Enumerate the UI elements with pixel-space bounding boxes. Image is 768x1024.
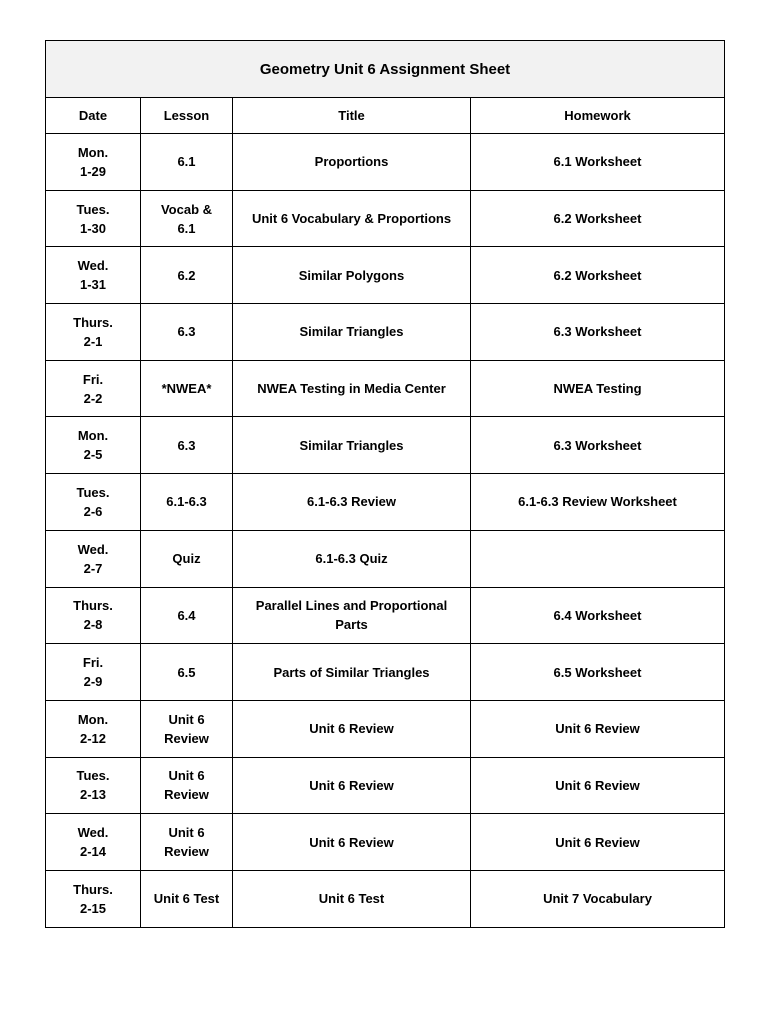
day-label: Thurs. — [73, 314, 113, 330]
date-label: 1-31 — [79, 277, 107, 293]
title-row — [46, 41, 725, 98]
column-header-date: Date — [46, 98, 141, 134]
table-row — [46, 700, 725, 757]
date-cell — [46, 587, 141, 644]
date-cell — [46, 190, 141, 247]
lesson-cell: 6.5 — [141, 644, 233, 701]
table-row — [46, 304, 725, 361]
table-row — [46, 247, 725, 304]
date-label: 2-2 — [83, 390, 103, 406]
date-label: 2-15 — [79, 900, 107, 916]
date-cell — [46, 644, 141, 701]
date-cell — [46, 530, 141, 587]
date-cell — [46, 360, 141, 417]
date-label: 2-13 — [79, 787, 107, 803]
lesson-cell: *NWEA* — [141, 360, 233, 417]
homework-cell: Unit 6 Review — [471, 757, 725, 814]
homework-cell: Unit 6 Review — [471, 814, 725, 871]
day-label: Tues. — [76, 484, 110, 500]
lesson-cell: 6.1-6.3 — [141, 474, 233, 531]
date-label: 2-8 — [83, 617, 103, 633]
homework-cell — [471, 530, 725, 587]
homework-cell: Unit 7 Vocabulary — [471, 870, 725, 927]
day-label: Fri. — [82, 655, 104, 671]
table-row — [46, 814, 725, 871]
date-cell — [46, 814, 141, 871]
day-label: Mon. — [77, 711, 109, 727]
homework-cell: 6.2 Worksheet — [471, 190, 725, 247]
date-label: 2-12 — [79, 730, 107, 746]
date-label: 1-30 — [79, 220, 107, 236]
date-cell — [46, 474, 141, 531]
table-row — [46, 417, 725, 474]
homework-cell: 6.2 Worksheet — [471, 247, 725, 304]
table-body — [46, 134, 725, 928]
day-label: Tues. — [76, 768, 110, 784]
table-row — [46, 190, 725, 247]
day-label: Thurs. — [73, 598, 113, 614]
title-cell-text: Unit 6 Review — [233, 700, 471, 757]
column-header-title: Title — [233, 98, 471, 134]
header-row — [46, 98, 725, 134]
title-cell-text: Similar Triangles — [233, 304, 471, 361]
date-label: 2-14 — [79, 844, 107, 860]
table-row — [46, 644, 725, 701]
title-cell-text: Parallel Lines and Proportional Parts — [233, 587, 471, 644]
table-row — [46, 474, 725, 531]
title-cell-text: 6.1-6.3 Quiz — [233, 530, 471, 587]
homework-cell: 6.3 Worksheet — [471, 304, 725, 361]
date-cell — [46, 757, 141, 814]
date-cell — [46, 870, 141, 927]
column-header-homework: Homework — [471, 98, 725, 134]
date-label: 2-1 — [83, 333, 103, 349]
title-cell-text: Unit 6 Review — [233, 757, 471, 814]
date-cell — [46, 134, 141, 191]
lesson-cell: Quiz — [141, 530, 233, 587]
title-cell-text: Unit 6 Test — [233, 870, 471, 927]
homework-cell: 6.3 Worksheet — [471, 417, 725, 474]
date-label: 2-6 — [83, 503, 103, 519]
homework-cell: 6.1-6.3 Review Worksheet — [471, 474, 725, 531]
lesson-cell: 6.3 — [141, 304, 233, 361]
homework-cell: NWEA Testing — [471, 360, 725, 417]
lesson-cell: Unit 6 Review — [141, 700, 233, 757]
date-cell — [46, 304, 141, 361]
homework-cell: Unit 6 Review — [471, 700, 725, 757]
sheet-title: Geometry Unit 6 Assignment Sheet — [46, 41, 725, 98]
date-label: 2-7 — [83, 560, 103, 576]
date-label: 1-29 — [79, 163, 107, 179]
table-row — [46, 530, 725, 587]
lesson-cell: 6.4 — [141, 587, 233, 644]
title-cell-text: Parts of Similar Triangles — [233, 644, 471, 701]
lesson-cell: Vocab & 6.1 — [141, 190, 233, 247]
title-cell-text: Similar Polygons — [233, 247, 471, 304]
lesson-cell: 6.3 — [141, 417, 233, 474]
date-cell — [46, 700, 141, 757]
day-label: Thurs. — [73, 881, 113, 897]
day-label: Mon. — [77, 144, 109, 160]
title-cell-text: Proportions — [233, 134, 471, 191]
lesson-cell: Unit 6 Test — [141, 870, 233, 927]
column-header-lesson: Lesson — [141, 98, 233, 134]
lesson-cell: Unit 6 Review — [141, 814, 233, 871]
homework-cell: 6.1 Worksheet — [471, 134, 725, 191]
lesson-cell: 6.1 — [141, 134, 233, 191]
title-cell-text: Unit 6 Review — [233, 814, 471, 871]
table-row — [46, 757, 725, 814]
title-cell-text: Unit 6 Vocabulary & Proportions — [233, 190, 471, 247]
table-row — [46, 870, 725, 927]
day-label: Wed. — [77, 541, 109, 557]
homework-cell: 6.4 Worksheet — [471, 587, 725, 644]
lesson-cell: 6.2 — [141, 247, 233, 304]
date-label: 2-5 — [83, 447, 103, 463]
table-row — [46, 134, 725, 191]
date-label: 2-9 — [83, 674, 103, 690]
lesson-cell: Unit 6 Review — [141, 757, 233, 814]
title-cell-text: 6.1-6.3 Review — [233, 474, 471, 531]
homework-cell: 6.5 Worksheet — [471, 644, 725, 701]
day-label: Wed. — [77, 825, 109, 841]
assignment-table — [45, 40, 725, 928]
day-label: Fri. — [82, 371, 104, 387]
title-cell-text: Similar Triangles — [233, 417, 471, 474]
date-cell — [46, 247, 141, 304]
date-cell — [46, 417, 141, 474]
day-label: Mon. — [77, 428, 109, 444]
table-row — [46, 587, 725, 644]
title-cell-text: NWEA Testing in Media Center — [233, 360, 471, 417]
day-label: Wed. — [77, 258, 109, 274]
day-label: Tues. — [76, 201, 110, 217]
table-row — [46, 360, 725, 417]
